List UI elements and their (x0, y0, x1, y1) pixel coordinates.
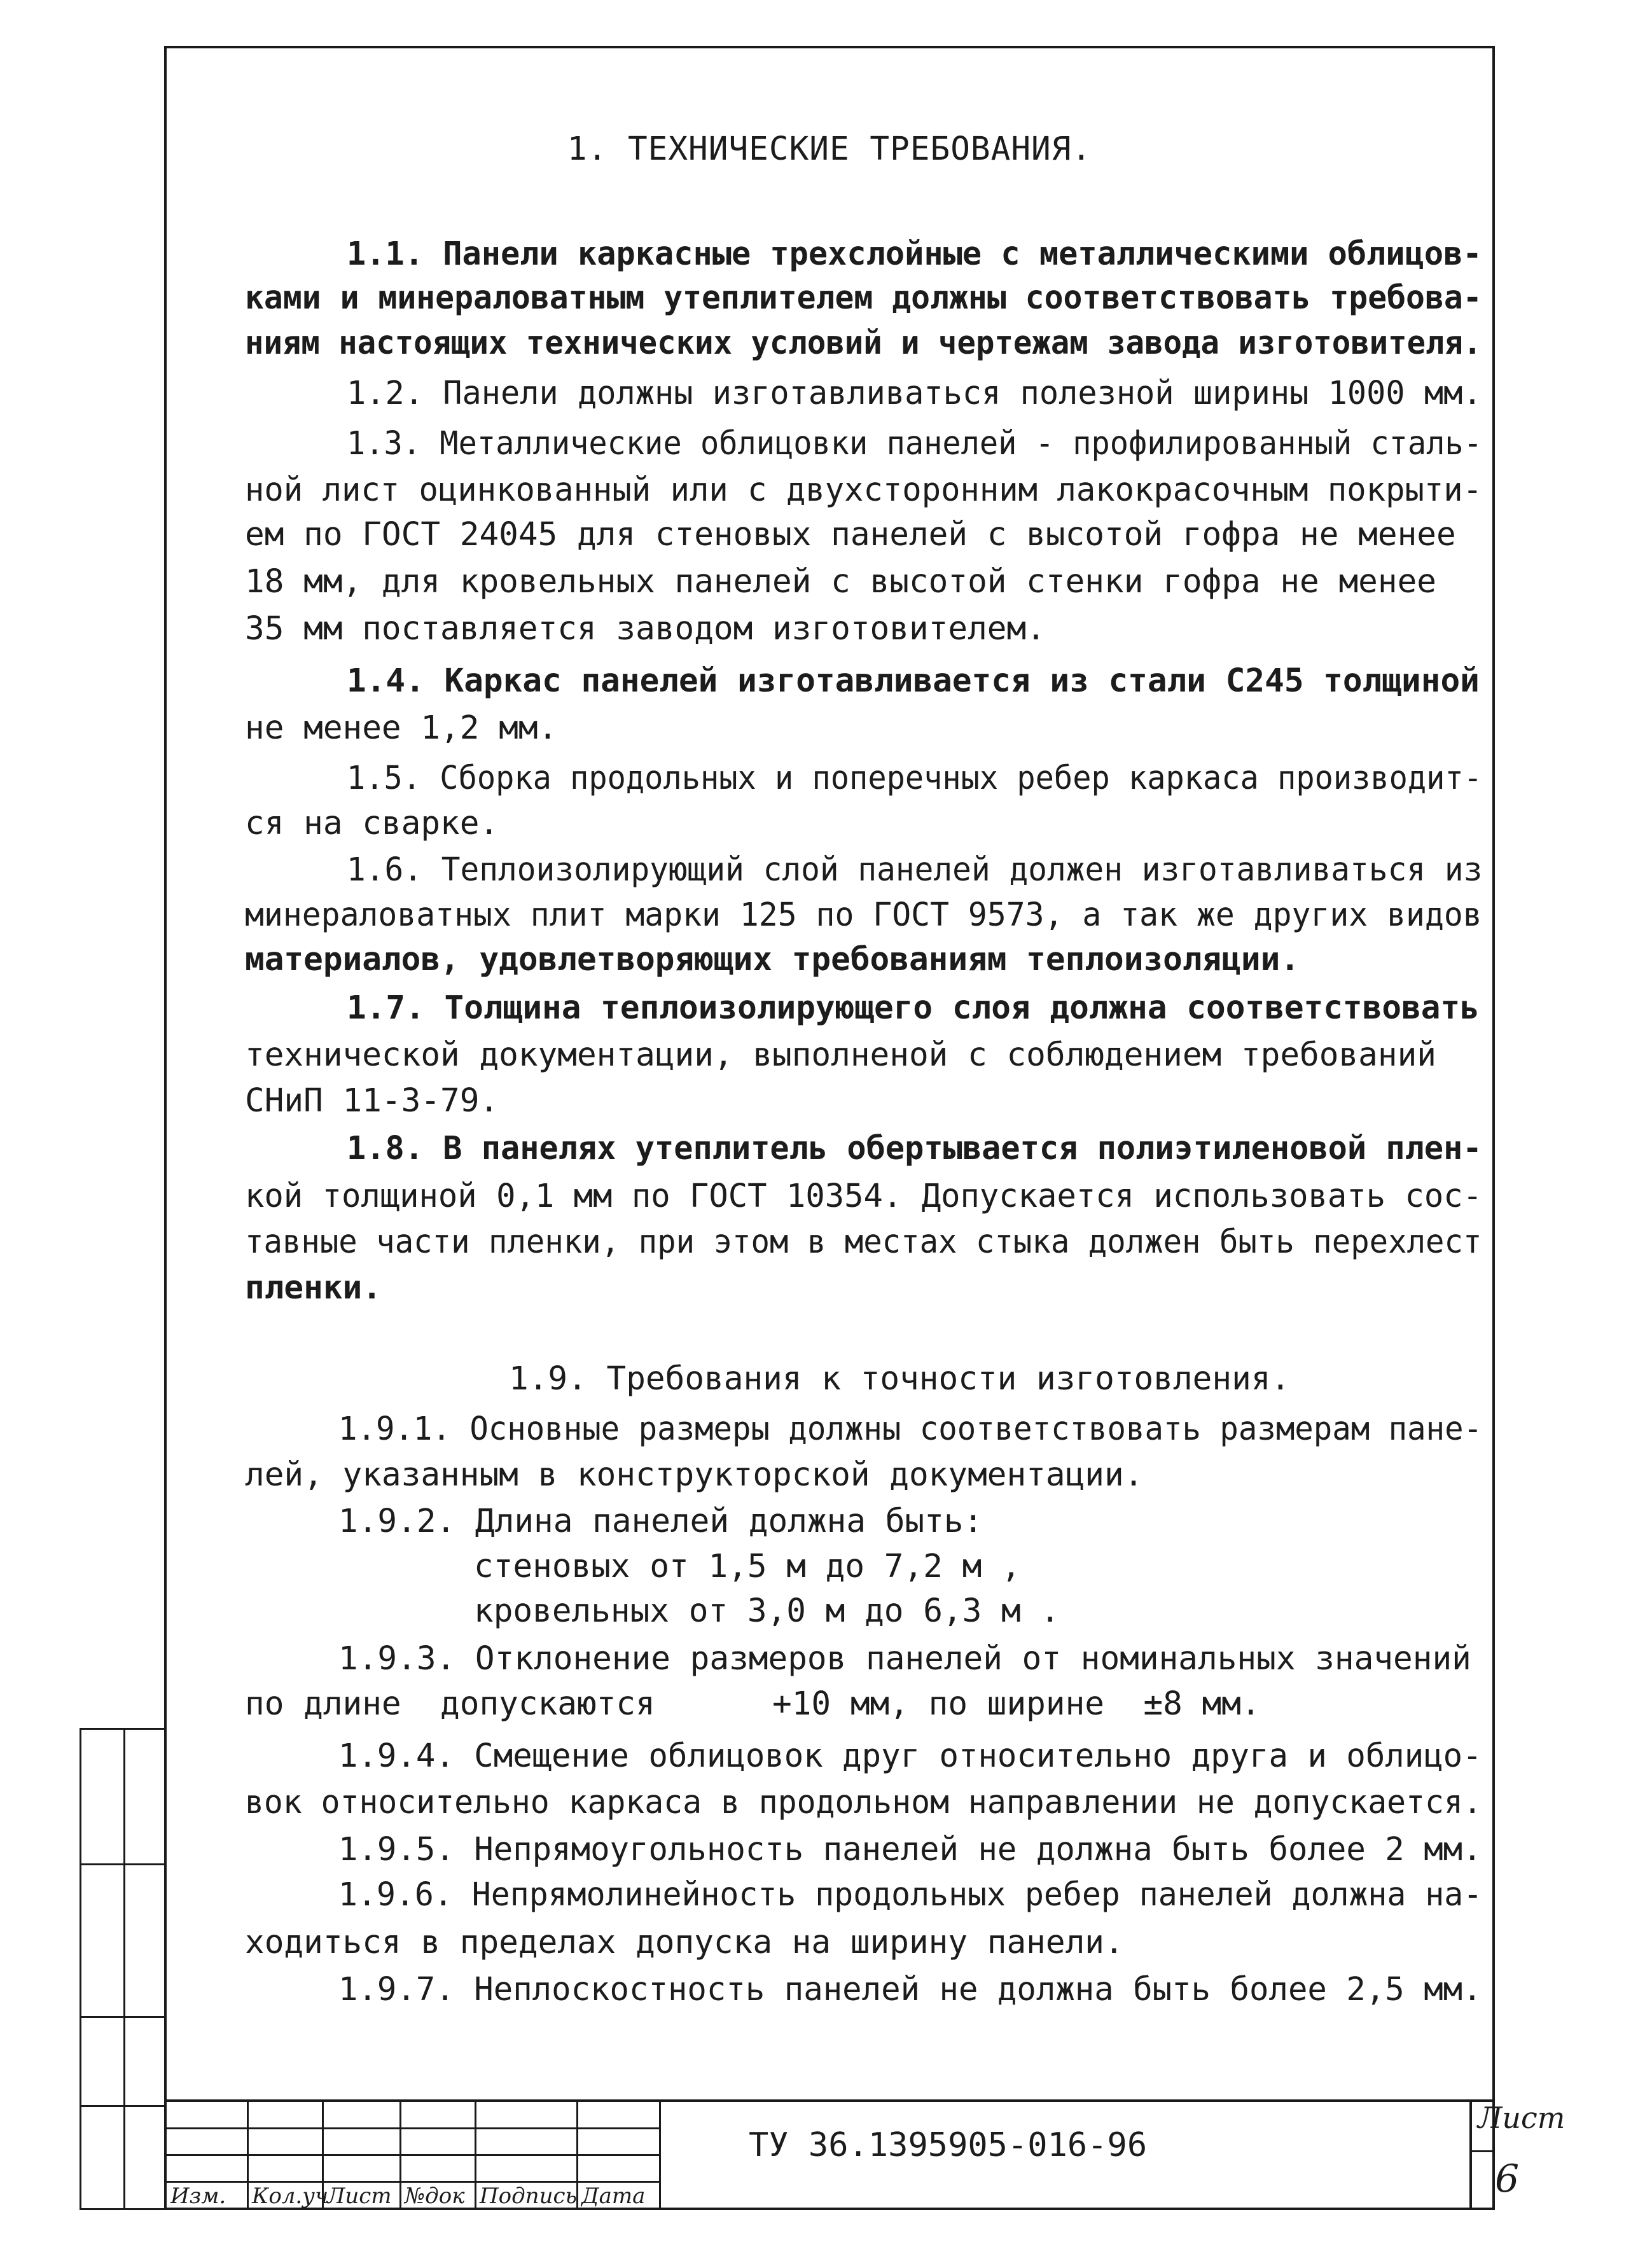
body-line: 1.7. Толщина теплоизолирующего слоя должна соответствовать (347, 989, 1480, 1027)
body-line: тавные части пленки, при этом в местах стыка должен быть перехлест (245, 1223, 1482, 1261)
title-block-label-date: Дата (581, 2183, 646, 2209)
document-code: ТУ 36.1395905-016-96 (749, 2126, 1148, 2164)
body-line: 35 мм поставляется заводом изготовителем. (245, 610, 1046, 648)
body-line: 1.2. Панели должны изготавливаться полезной ширины 1000 мм. (347, 375, 1482, 412)
body-line: ся на сварке. (245, 805, 499, 842)
body-line: 1.9.4. Смещение облицовок друг относительно друга и облицо- (338, 1737, 1482, 1775)
body-line: ками и минераловатным утеплителем должны соответствовать требова- (245, 279, 1482, 317)
body-line: ниям настоящих технических условий и чертежам завода изготовителя. (245, 324, 1482, 362)
body-line: по длине допускаются +10 мм, по ширине ±8 мм. (245, 1685, 1261, 1723)
body-line: 1.9.5. Непрямоугольность панелей не должна быть более 2 мм. (338, 1831, 1482, 1868)
body-line: минераловатных плит марки 125 по ГОСТ 9573, а так же других видов (245, 896, 1482, 934)
sheet-number: 6 (1495, 2157, 1520, 2201)
body-line: ной лист оцинкованный или с двухсторонним лакокрасочным покрыти- (245, 471, 1483, 509)
body-line: кровельных от 3,0 м до 6,3 м . (474, 1592, 1060, 1630)
title-block-label-count: Кол.уч (252, 2183, 329, 2209)
body-line: 1.4. Каркас панелей изготавливается из стали С245 толщиной (347, 662, 1480, 700)
body-line: кой толщиной 0,1 мм по ГОСТ 10354. Допускается использовать сос- (245, 1178, 1483, 1215)
body-line: 1.6. Теплоизолирующий слой панелей должен изготавливаться из (347, 851, 1483, 889)
body-line: пленки. (245, 1269, 382, 1307)
body-line: 1.9.7. Неплоскостность панелей не должна быть более 2,5 мм. (338, 1971, 1482, 2008)
sheet-label: Лист (1478, 2101, 1565, 2135)
body-line: лей, указанным в конструкторской документации. (245, 1456, 1144, 1494)
title-block-label-sheet: Лист (327, 2183, 392, 2209)
body-line: 1.9.3. Отклонение размеров панелей от номинальных значений (338, 1640, 1471, 1678)
title-block-label-change: Изм. (170, 2183, 226, 2209)
body-line: 1.8. В панелях утеплитель обертывается полиэтиленовой плен- (347, 1130, 1482, 1167)
sheet-divider-h (1469, 2150, 1495, 2152)
section-title: 1. ТЕХНИЧЕСКИЕ ТРЕБОВАНИЯ. (567, 130, 1092, 168)
title-block-label-signature: Подпись (480, 2183, 578, 2209)
body-line: СНиП 11-3-79. (245, 1082, 499, 1120)
title-block-label-docnum: №док (405, 2183, 465, 2209)
body-line: 1.3. Металлические облицовки панелей - профилированный сталь- (347, 425, 1482, 463)
body-line: ем по ГОСТ 24045 для стеновых панелей с высотой гофра не менее (245, 516, 1456, 553)
body-line: 1.1. Панели каркасные трехслойные с металлическими облицов- (347, 235, 1482, 273)
body-line: материалов, удовлетворяющих требованиям теплоизоляции. (245, 941, 1300, 978)
body-line: не менее 1,2 мм. (245, 709, 558, 747)
body-line: стеновых от 1,5 м до 7,2 м , (474, 1548, 1021, 1585)
body-line: 1.9.1. Основные размеры должны соответствовать размерам пане- (338, 1410, 1483, 1448)
sheet-divider (1469, 2099, 1472, 2210)
body-line: 1.5. Сборка продольных и поперечных ребер каркаса производит- (347, 760, 1482, 797)
body-line: 1.9.6. Непрямолинейность продольных ребер панелей должна на- (338, 1876, 1483, 1914)
body-line: ходиться в пределах допуска на ширину панели. (245, 1924, 1124, 1961)
body-line: вок относительно каркаса в продольном направлении не допускается. (245, 1784, 1482, 1821)
binding-margin-stamp (80, 1728, 164, 2210)
body-line: 18 мм, для кровельных панелей с высотой стенки гофра не менее (245, 563, 1436, 601)
body-line: технической документации, выполненой с соблюдением требований (245, 1036, 1436, 1074)
body-line: 1.9.2. Длина панелей должна быть: (338, 1503, 983, 1540)
body-line: 1.9. Требования к точности изготовления. (509, 1360, 1291, 1398)
